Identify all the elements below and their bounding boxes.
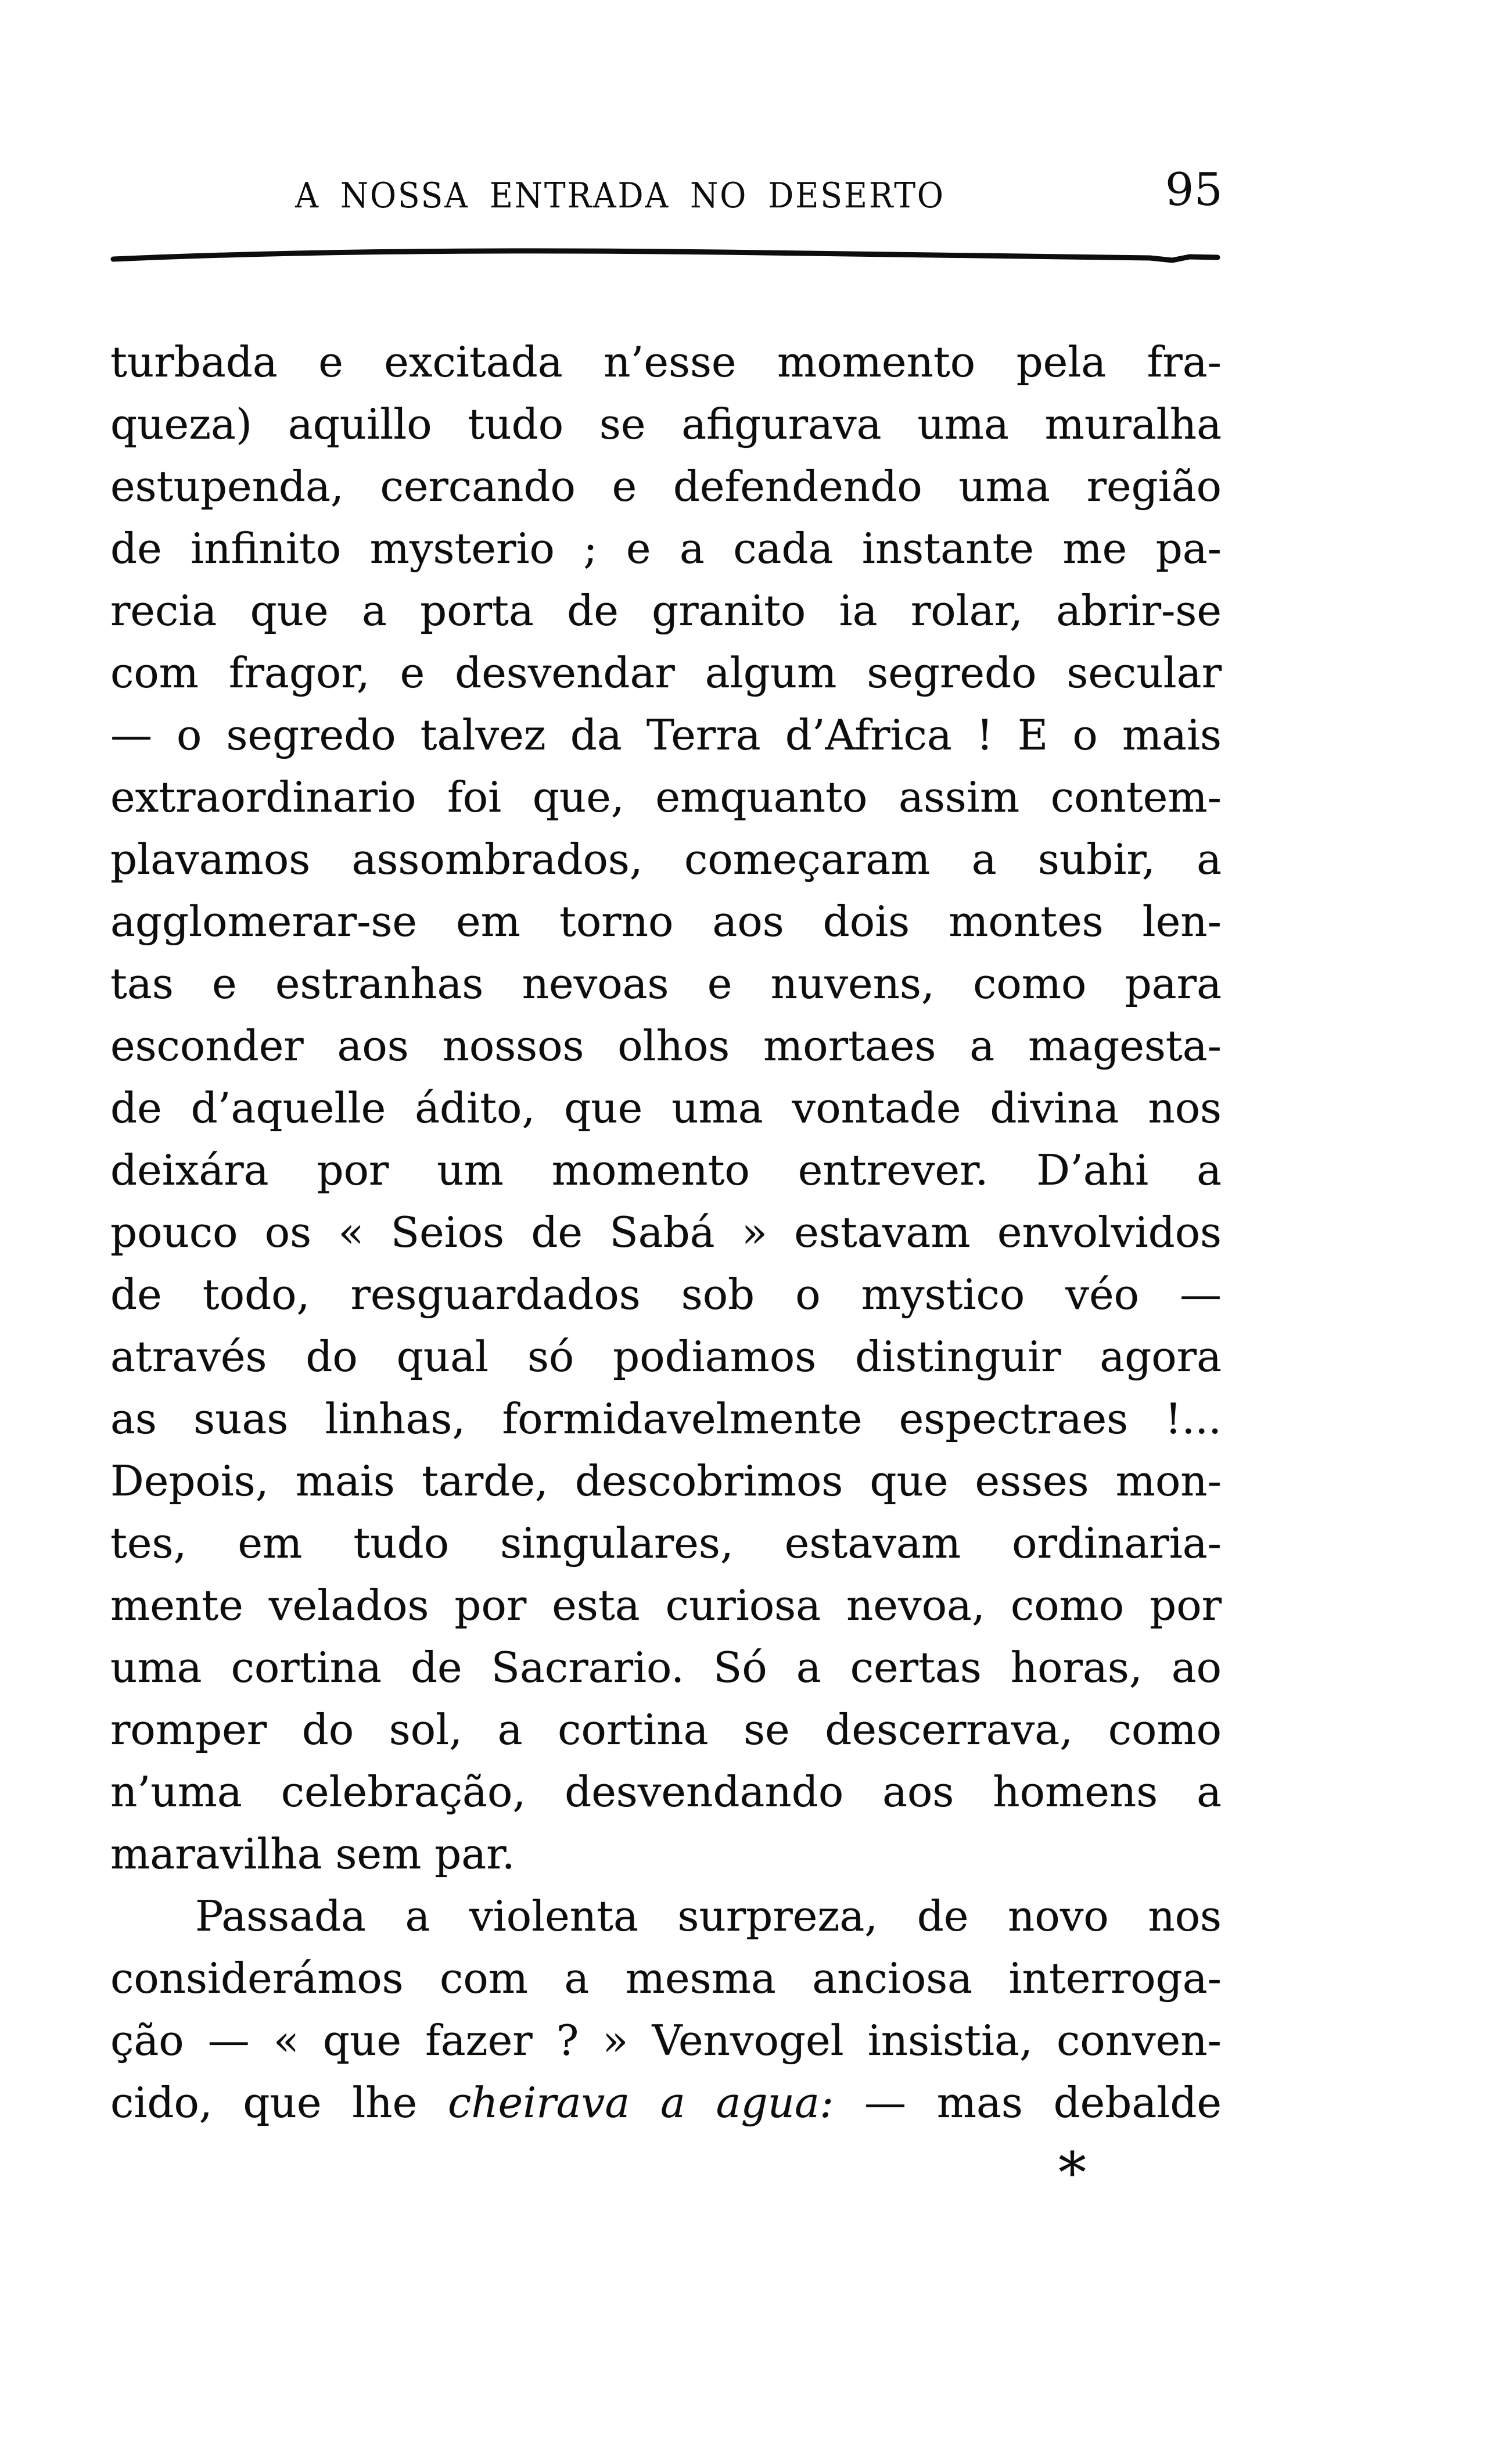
header-divider-rule [110, 247, 1223, 265]
text-line: Depois, mais tarde, descobrimos que esses mon- [110, 1457, 1222, 1505]
page-header [110, 164, 1223, 231]
text-line: mente velados por esta curiosa nevoa, como por [110, 1581, 1222, 1630]
section-break-asterisk: * [1058, 2140, 1086, 2205]
text-line: esconder aos nossos olhos mortaes a magesta- [110, 1021, 1222, 1070]
text-segment: cido, que lhe [110, 2078, 448, 2127]
text-line: estupenda, cercando e defendendo uma região [110, 462, 1222, 511]
text-segment: — mas debalde [834, 2078, 1222, 2127]
text-line: deixára por um momento entrever. D’ahi a [110, 1146, 1222, 1194]
text-line: turbada e excitada n’esse momento pela fra- [110, 338, 1222, 386]
text-line: de todo, resguardados sob o mystico véo — [110, 1270, 1222, 1319]
body-text [110, 331, 1222, 2134]
text-line: de infinito mysterio ; e a cada instante me pa- [110, 524, 1222, 573]
text-line: maravilha sem par. [110, 1830, 515, 1878]
text-line: recia que a porta de granito ia rolar, abrir-se [110, 586, 1222, 635]
text-line: tes, em tudo singulares, estavam ordinaria- [110, 1519, 1222, 1567]
text-line: plavamos assombrados, começaram a subir, a [110, 835, 1222, 884]
text-line: uma cortina de Sacrario. Só a certas horas, ao [110, 1643, 1222, 1692]
text-line: considerámos com a mesma anciosa interroga- [110, 1954, 1222, 2003]
text-line: tas e estranhas nevoas e nuvens, como para [110, 959, 1222, 1008]
text-line: queza) aquillo tudo se afigurava uma muralha [110, 400, 1222, 449]
text-segment-italic: cheirava a agua: [447, 2078, 834, 2127]
text-line [110, 2072, 1222, 2134]
text-line: extraordinario foi que, emquanto assim contem- [110, 773, 1222, 822]
text-line: ção — « que fazer ? » Venvogel insistia, conven- [110, 2016, 1222, 2065]
running-title: A NOSSA ENTRADA NO DESERTO [295, 175, 945, 216]
text-line: através do qual só podiamos distinguir agora [110, 1332, 1222, 1381]
text-line: com fragor, e desvendar algum segredo secular [110, 648, 1222, 697]
page-number: 95 [1165, 164, 1223, 216]
text-line: n’uma celebração, desvendando aos homens a [110, 1767, 1222, 1816]
text-line: agglomerar-se em torno aos dois montes len- [110, 897, 1222, 946]
text-line: pouco os « Seios de Sabá » estavam envolvidos [110, 1208, 1222, 1257]
text-line: as suas linhas, formidavelmente espectraes !... [110, 1394, 1222, 1443]
text-line: Passada a violenta surpreza, de novo nos [195, 1892, 1222, 1940]
text-line: romper do sol, a cortina se descerrava, como [110, 1705, 1222, 1754]
text-line: — o segredo talvez da Terra d’Africa ! E o mais [110, 711, 1222, 759]
text-line: de d’aquelle ádito, que uma vontade divina nos [110, 1084, 1222, 1132]
